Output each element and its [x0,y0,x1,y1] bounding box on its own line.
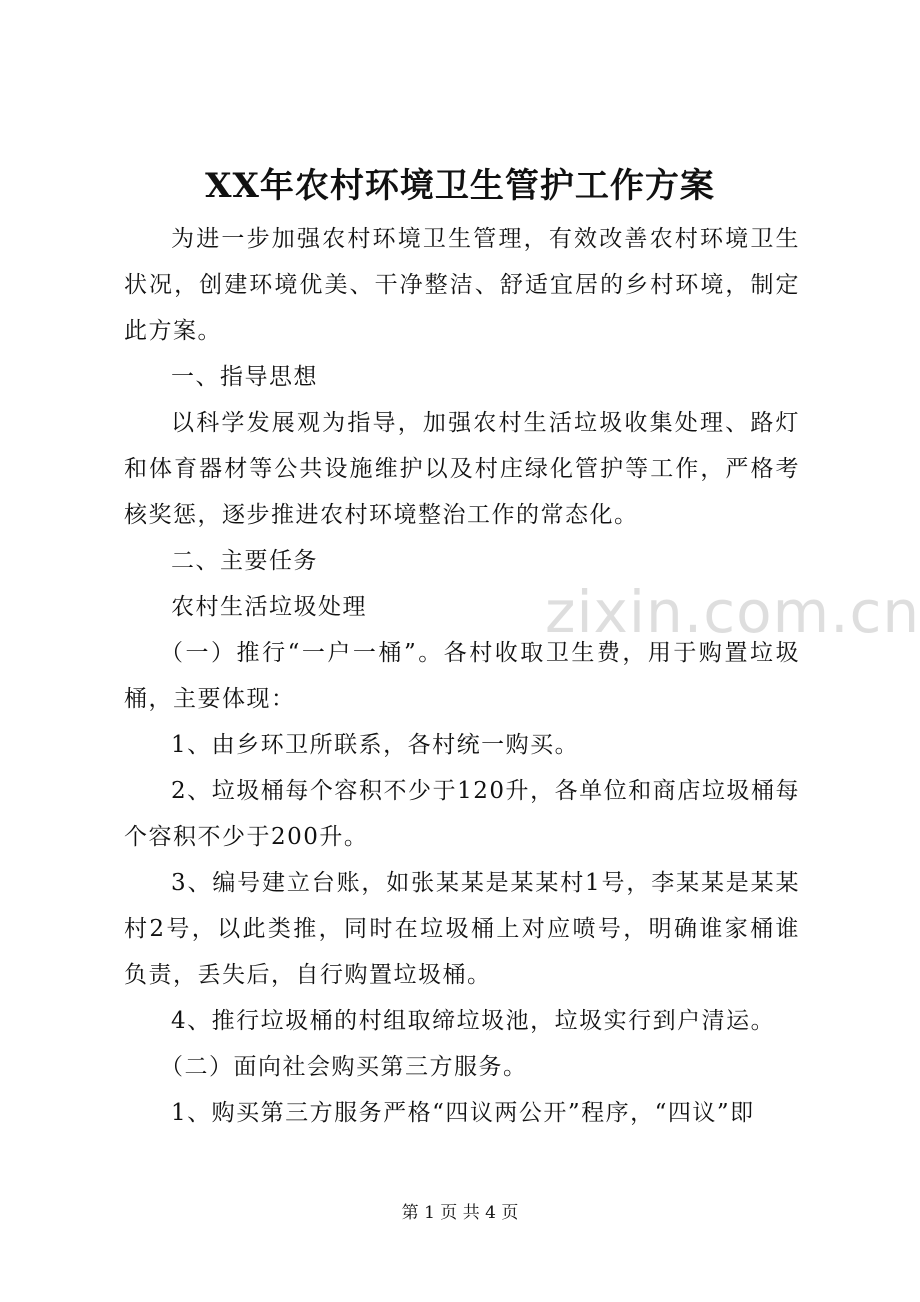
document-title: XX年农村环境卫生管护工作方案 [205,166,715,206]
list-item-third-party-1: 1、购买第三方服务严格“四议两公开”程序，“四议”即 [171,1100,755,1126]
paragraph-intro: 为进一步加强农村环境卫生管理，有效改善农村环境卫生状况，创建环境优美、干净整洁、舒适宜居的乡村环境，制定此方案。 [124,226,800,344]
list-item-1: 1、由乡环卫所联系，各村统一购买。 [171,732,580,758]
paragraph-guiding-ideology: 以科学发展观为指导，加强农村生活垃圾收集处理、路灯和体育器材等公共设施维护以及村庄绿化管护等工作，严格考核奖惩，逐步推进农村环境整治工作的常态化。 [124,410,800,528]
list-item-3: 3、编号建立台账，如张某某是某某村1号，李某某是某某村2号，以此类推，同时在垃圾桶上对应喷号，明确谁家桶谁负责，丢失后，自行购置垃圾桶。 [124,870,800,988]
heading-main-tasks: 二、主要任务 [171,548,318,574]
page-footer: 第 1 页 共 4 页 [401,1203,519,1223]
document-body [124,216,800,1136]
paragraph-third-party-service: （二）面向社会购买第三方服务。 [160,1054,528,1080]
heading-guiding-ideology: 一、指导思想 [171,364,318,390]
list-item-2: 2、垃圾桶每个容积不少于120升，各单位和商店垃圾桶每个容积不少于200升。 [124,778,800,850]
list-item-4: 4、推行垃圾桶的村组取缔垃圾池，垃圾实行到户清运。 [171,1008,776,1034]
paragraph-one-household-one-bin: （一）推行“一户一桶”。各村收取卫生费，用于购置垃圾桶，主要体现： [124,640,800,712]
watermark: zixin.com.cn [545,578,920,646]
subheading-garbage-handling: 农村生活垃圾处理 [171,594,367,620]
